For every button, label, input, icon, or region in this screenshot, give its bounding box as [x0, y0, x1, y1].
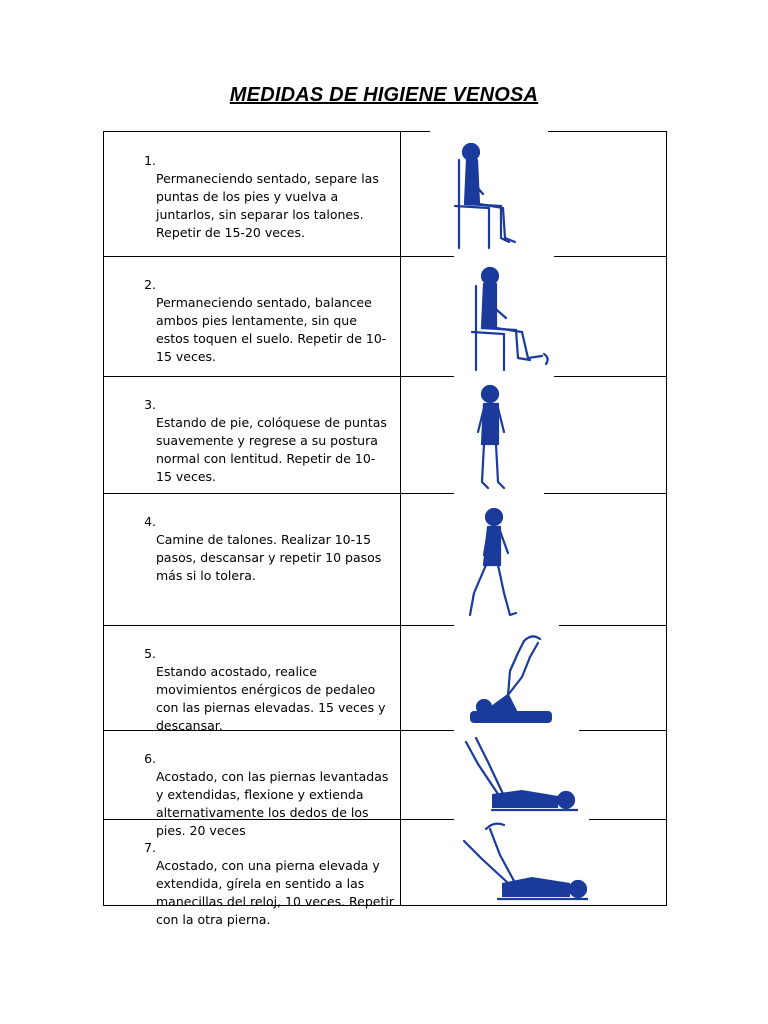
exercise-text [132, 378, 394, 484]
seated-person-icon [449, 138, 539, 250]
exercise-row [104, 132, 666, 256]
exercise-row [104, 625, 666, 733]
lying-pedaling-icon [466, 631, 556, 727]
exercise-number: 4. [144, 514, 156, 529]
exercise-number: 2. [144, 277, 156, 292]
exercise-description: Acostado, con una pierna elevada y extendida, gírela en sentido a las manecillas del reloj, 10 veces. Repetir con la otra pierna. [156, 858, 394, 927]
exercise-text [132, 821, 394, 927]
exercise-row [104, 493, 666, 625]
exercise-number: 3. [144, 397, 156, 412]
exercise-number: 5. [144, 646, 156, 661]
exercise-number: 7. [144, 840, 156, 855]
exercise-description: Estando de pie, colóquese de puntas suavemente y regrese a su postura normal con lentitud. Repetir de 10- 15 veces. [156, 415, 387, 484]
standing-tiptoe-icon [466, 382, 526, 492]
exercise-row [104, 819, 666, 927]
exercise-text [132, 495, 394, 583]
exercise-text [132, 627, 394, 733]
exercise-description: Estando acostado, realice movimientos enérgicos de pedaleo con las piernas elevadas. 15 veces y descansar. [156, 664, 386, 733]
exercise-text [132, 134, 394, 240]
exercise-description: Permaneciendo sentado, separe las puntas de los pies y vuelva a juntarlos, sin separar los talones. Repetir de 15-20 veces. [156, 171, 379, 240]
lying-legs-raised-icon [458, 734, 578, 818]
lying-leg-rotation-icon [458, 821, 588, 907]
exercise-text [132, 258, 394, 364]
exercise-row [104, 730, 666, 838]
exercise-description: Camine de talones. Realizar 10-15 pasos, descansar y repetir 10 pasos más si lo tolera. [156, 532, 382, 583]
exercise-number: 6. [144, 751, 156, 766]
page-title: MEDIDAS DE HIGIENE VENOSA [229, 84, 539, 106]
seated-swinging-feet-icon [464, 262, 554, 372]
exercise-text [132, 732, 394, 838]
exercise-description: Permaneciendo sentado, balancee ambos pies lentamente, sin que estos toquen el suelo. Repetir de 10- 15 veces. [156, 295, 387, 364]
heel-walking-icon [462, 503, 542, 623]
exercise-row [104, 256, 666, 376]
exercise-row [104, 376, 666, 493]
exercise-number: 1. [144, 153, 156, 168]
exercise-table [103, 131, 667, 927]
exercise-description: Acostado, con las piernas levantadas y extendidas, flexione y extienda alternativamente los dedos de los pies. 20 veces [156, 769, 389, 838]
